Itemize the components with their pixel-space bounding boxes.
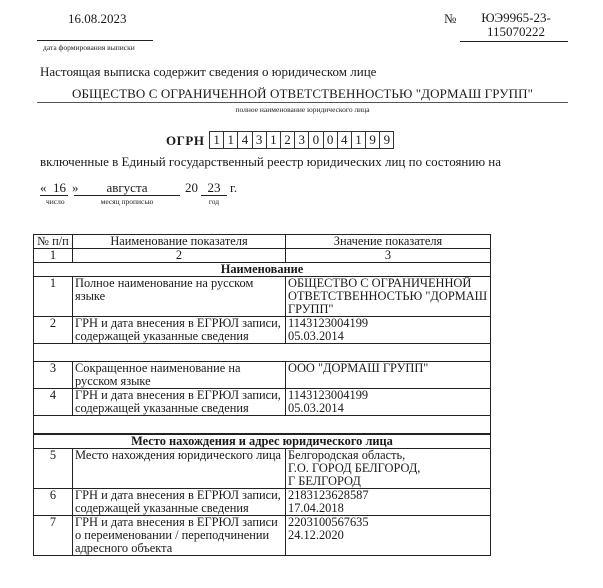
row-indicator-name: ГРН и дата внесения в ЕГРЮЛ записи, содержащей указанные сведения bbox=[73, 389, 286, 416]
day-caption: число bbox=[46, 197, 65, 206]
row-indicator-value bbox=[286, 362, 491, 389]
value-line: Г БЕЛГОРОД bbox=[288, 474, 361, 488]
col-number-2: 2 bbox=[73, 249, 286, 263]
day-open-quote: « bbox=[40, 180, 47, 195]
section-row bbox=[34, 434, 491, 449]
extract-number-line1: ЮЭ9965-23- bbox=[481, 10, 551, 25]
row-number: 7 bbox=[34, 516, 73, 556]
state-year: 23 bbox=[207, 180, 221, 195]
row-indicator-name: Сокращенное наименование на русском языке bbox=[73, 362, 286, 389]
ogrn-digit: 3 bbox=[252, 131, 267, 149]
section-title-address: Место нахождения и адрес юридического лица bbox=[34, 434, 491, 449]
value-line: 2183123628587 bbox=[288, 488, 369, 502]
table-row bbox=[34, 317, 491, 344]
row-number: 5 bbox=[34, 449, 73, 489]
ogrn-digit: 0 bbox=[323, 131, 338, 149]
included-text: включенные в Единый государственный реестр юридических лиц по состоянию на bbox=[40, 154, 502, 169]
table-row bbox=[34, 489, 491, 516]
day-close-quote: » bbox=[72, 180, 79, 195]
number-underline bbox=[460, 41, 568, 42]
table-row bbox=[34, 389, 491, 416]
row-indicator-value bbox=[286, 516, 491, 556]
value-line: 05.03.2014 bbox=[288, 329, 344, 343]
value-line: ОТВЕТСТВЕННОСТЬЮ "ДОРМАШ bbox=[288, 289, 488, 303]
state-century: 20 bbox=[185, 180, 198, 195]
row-number: 2 bbox=[34, 317, 73, 344]
spacer-cell bbox=[34, 416, 491, 435]
section-title-name: Наименование bbox=[34, 263, 491, 277]
company-full-name: ОБЩЕСТВО С ОГРАНИЧЕННОЙ ОТВЕТСТВЕННОСТЬЮ "ДОРМАШ ГРУПП" bbox=[71, 86, 533, 101]
year-suffix: г. bbox=[230, 180, 238, 195]
extract-date: 16.08.2023 bbox=[68, 11, 127, 26]
header-number: № п/п bbox=[34, 235, 73, 249]
row-indicator-name: ГРН и дата внесения в ЕГРЮЛ записи, содержащей указанные сведения bbox=[73, 317, 286, 344]
ogrn-digit: 9 bbox=[379, 131, 394, 149]
row-indicator-value bbox=[286, 317, 491, 344]
table-row bbox=[34, 277, 491, 317]
value-line: Белгородская область, bbox=[288, 448, 406, 462]
ogrn-digit: 1 bbox=[351, 131, 366, 149]
ogrn-digit: 1 bbox=[266, 131, 281, 149]
state-day: 16 bbox=[53, 180, 66, 195]
extract-number-line2: 115070222 bbox=[486, 24, 546, 39]
day-underline bbox=[40, 195, 68, 196]
ogrn-digit: 3 bbox=[294, 131, 309, 149]
table-colnum-row bbox=[34, 249, 491, 263]
col-number-3: 3 bbox=[286, 249, 491, 263]
header-indicator-name: Наименование показателя bbox=[73, 235, 286, 249]
value-line: ГРУПП" bbox=[288, 302, 334, 316]
ogrn-digit: 9 bbox=[365, 131, 380, 149]
full-name-caption: полное наименование юридического лица bbox=[235, 105, 370, 114]
row-indicator-name: Полное наименование на русском языке bbox=[73, 277, 286, 317]
ogrn-digit: 0 bbox=[308, 131, 323, 149]
value-line: 05.03.2014 bbox=[288, 401, 344, 415]
table-row bbox=[34, 516, 491, 556]
ogrn-digit: 1 bbox=[209, 131, 224, 149]
section-row bbox=[34, 263, 491, 277]
row-indicator-name: ГРН и дата внесения в ЕГРЮЛ записи, содержащей указанные сведения bbox=[73, 489, 286, 516]
ogrn-digit: 1 bbox=[223, 131, 238, 149]
spacer-row bbox=[34, 344, 491, 362]
number-sign: № bbox=[444, 11, 457, 26]
table-row bbox=[34, 449, 491, 489]
ogrn-label: ОГРН bbox=[166, 133, 205, 148]
row-indicator-value bbox=[286, 277, 491, 317]
table-header-row bbox=[34, 235, 491, 249]
egrul-table bbox=[33, 234, 491, 556]
value-line: 2203100567635 bbox=[288, 515, 369, 529]
row-indicator-value bbox=[286, 449, 491, 489]
value-line: 1143123004199 bbox=[288, 316, 369, 330]
ogrn-digit: 4 bbox=[237, 131, 252, 149]
value-line: 24.12.2020 bbox=[288, 528, 344, 542]
value-line: ОБЩЕСТВО С ОГРАНИЧЕННОЙ bbox=[288, 276, 472, 290]
table-row bbox=[34, 362, 491, 389]
ogrn-digit: 4 bbox=[337, 131, 352, 149]
value-line: 17.04.2018 bbox=[288, 501, 344, 515]
row-number: 3 bbox=[34, 362, 73, 389]
extract-date-caption: дата формирования выписки bbox=[43, 43, 135, 52]
value-line: ООО "ДОРМАШ ГРУПП" bbox=[288, 361, 429, 375]
col-number-1: 1 bbox=[34, 249, 73, 263]
spacer-row bbox=[34, 416, 491, 435]
row-indicator-name: Место нахождения юридического лица bbox=[73, 449, 286, 489]
row-indicator-value bbox=[286, 389, 491, 416]
row-number: 4 bbox=[34, 389, 73, 416]
spacer-cell bbox=[34, 344, 491, 362]
state-month: августа bbox=[106, 180, 148, 195]
row-number: 1 bbox=[34, 277, 73, 317]
year-caption: год bbox=[208, 197, 220, 206]
month-caption: месяц прописью bbox=[100, 197, 154, 206]
year-underline bbox=[201, 195, 227, 196]
ogrn-digit-boxes bbox=[210, 131, 394, 149]
ogrn-digit: 2 bbox=[280, 131, 295, 149]
row-indicator-name: ГРН и дата внесения в ЕГРЮЛ записи о переименовании / переподчинении адресного объекта bbox=[73, 516, 286, 556]
value-line: Г.О. ГОРОД БЕЛГОРОД, bbox=[288, 461, 421, 475]
value-line: 1143123004199 bbox=[288, 388, 369, 402]
header-indicator-value: Значение показателя bbox=[286, 235, 491, 249]
full-name-underline bbox=[37, 102, 568, 103]
date-underline bbox=[37, 40, 153, 41]
row-indicator-value bbox=[286, 489, 491, 516]
row-number: 6 bbox=[34, 489, 73, 516]
month-underline bbox=[74, 195, 180, 196]
extract-number bbox=[466, 11, 566, 39]
intro-text: Настоящая выписка содержит сведения о юридическом лице bbox=[40, 64, 377, 79]
